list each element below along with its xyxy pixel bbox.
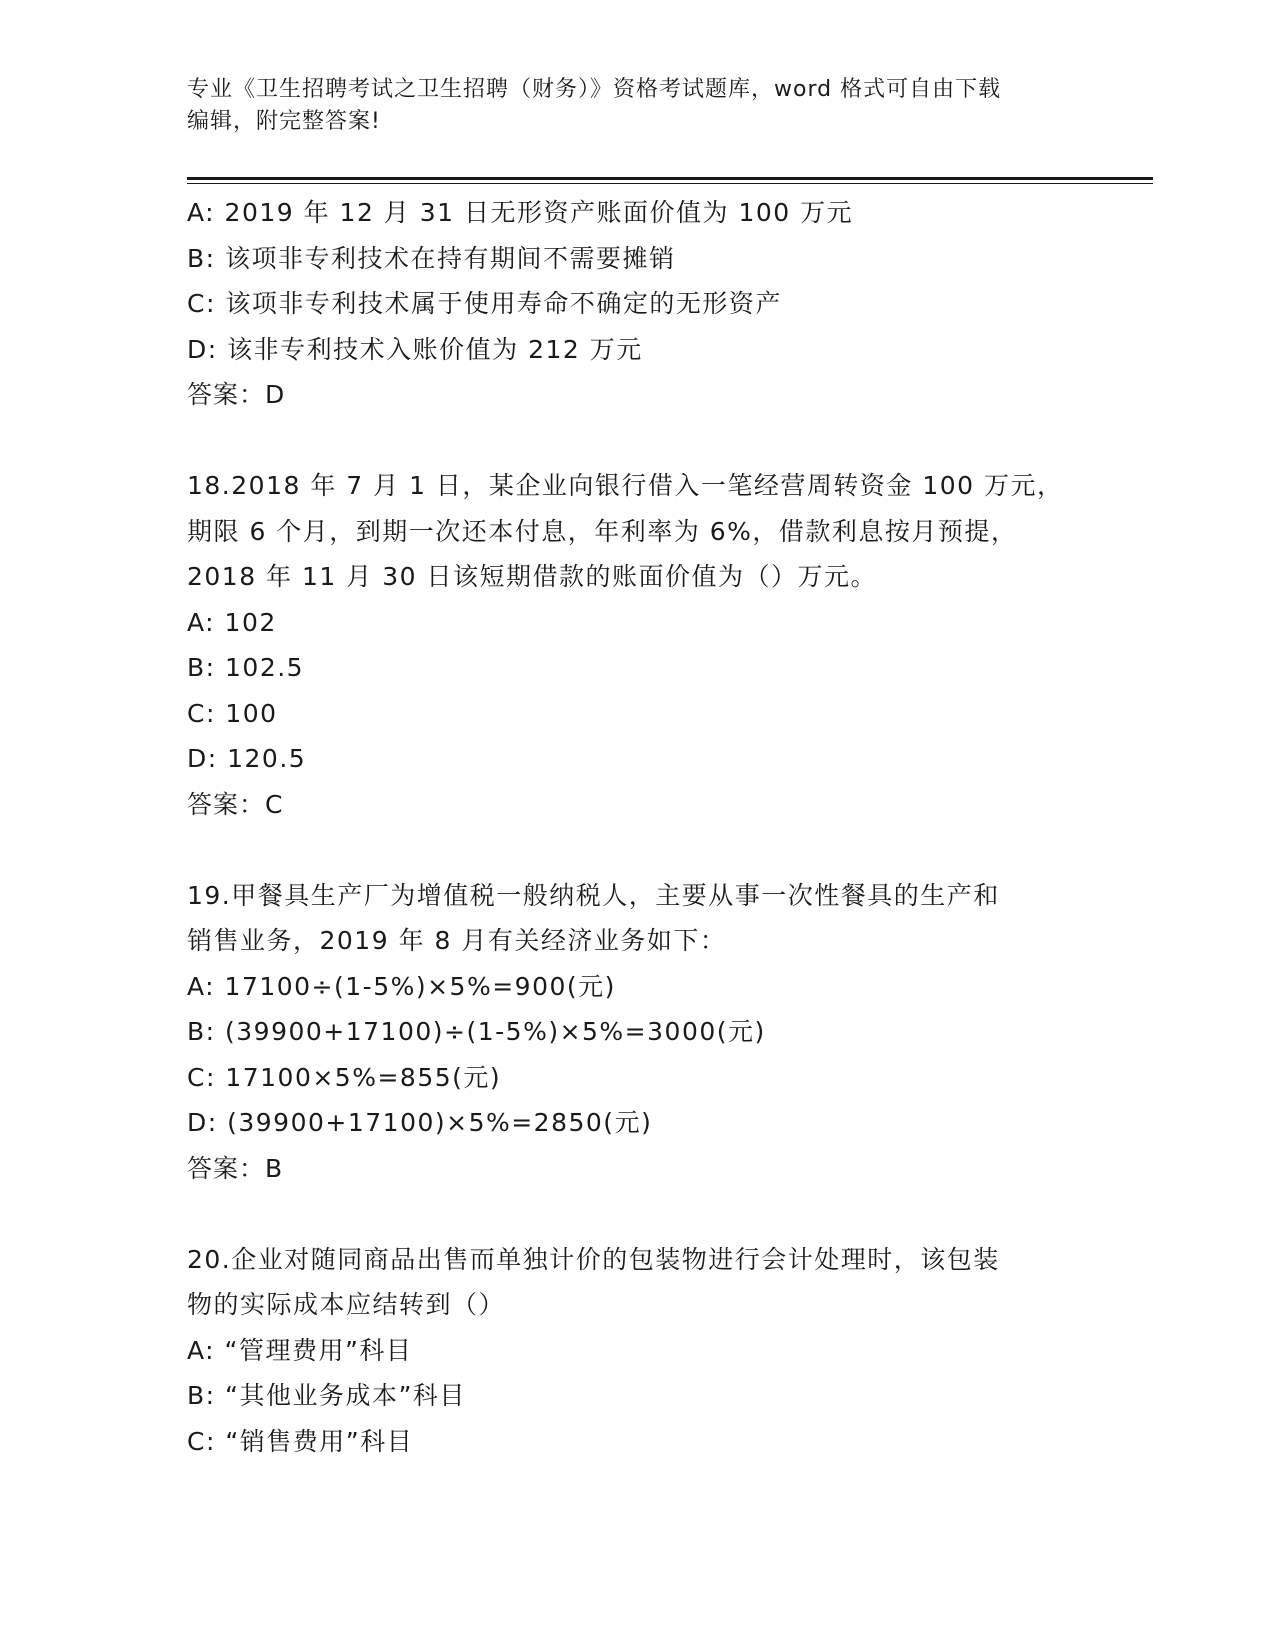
question-19 — [187, 873, 1087, 1192]
answer: 答案：C — [187, 789, 284, 819]
option-c: C: “销售费用”科目 — [187, 1426, 414, 1456]
spacer — [187, 1191, 1087, 1237]
question-list — [187, 190, 1087, 1464]
question-text-line: 2018 年 11 月 30 日该短期借款的账面价值为（）万元。 — [187, 562, 877, 591]
answer: 答案：B — [187, 1153, 284, 1183]
header-divider-thick — [187, 177, 1153, 180]
header-line-1: 专业《卫生招聘考试之卫生招聘（财务）》资格考试题库，word 格式可自由下载 — [187, 77, 1002, 102]
question-17-continued — [187, 190, 1087, 418]
question-20 — [187, 1237, 1087, 1465]
spacer — [187, 418, 1087, 464]
header-line-2: 编辑，附完整答案! — [187, 109, 381, 134]
option-a: A: “管理费用”科目 — [187, 1335, 413, 1365]
option-d: D: 120.5 — [187, 744, 307, 773]
question-text-line: 18.2018 年 7 月 1 日，某企业向银行借入一笔经营周转资金 100 万元， — [187, 471, 1064, 500]
option-a: A: 17100÷(1-5%)×5%=900(元) — [187, 971, 616, 1001]
option-d: D: (39900+17100)×5%=2850(元) — [187, 1108, 653, 1137]
question-text-line: 销售业务，2019 年 8 月有关经济业务如下： — [187, 926, 727, 955]
option-b: B: “其他业务成本”科目 — [187, 1381, 466, 1410]
option-b: B: 102.5 — [187, 653, 305, 682]
option-a: A: 102 — [187, 607, 277, 637]
question-text-line: 期限 6 个月，到期一次还本付息，年利率为 6%，借款利息按月预提， — [187, 516, 1018, 546]
header-divider-thin — [187, 183, 1153, 184]
question-text-line: 19.甲餐具生产厂为增值税一般纳税人，主要从事一次性餐具的生产和 — [187, 880, 1000, 910]
answer: 答案：D — [187, 380, 286, 409]
question-text-line: 20.企业对随同商品出售而单独计价的包装物进行会计处理时，该包装 — [187, 1244, 1000, 1274]
option-c: C: 17100×5%=855(元) — [187, 1062, 502, 1092]
question-18 — [187, 463, 1087, 827]
option-b: B: (39900+17100)÷(1-5%)×5%=3000(元) — [187, 1017, 766, 1046]
option-c: C: 100 — [187, 698, 278, 728]
option-d: D: 该非专利技术入账价值为 212 万元 — [187, 334, 643, 364]
document-header — [187, 74, 1077, 138]
option-b: B: 该项非专利技术在持有期间不需要摊销 — [187, 243, 676, 273]
option-c: C: 该项非专利技术属于使用寿命不确定的无形资产 — [187, 289, 782, 318]
option-a: A: 2019 年 12 月 31 日无形资产账面价值为 100 万元 — [187, 198, 854, 227]
spacer — [187, 827, 1087, 873]
question-text-line: 物的实际成本应结转到（） — [187, 1290, 506, 1319]
